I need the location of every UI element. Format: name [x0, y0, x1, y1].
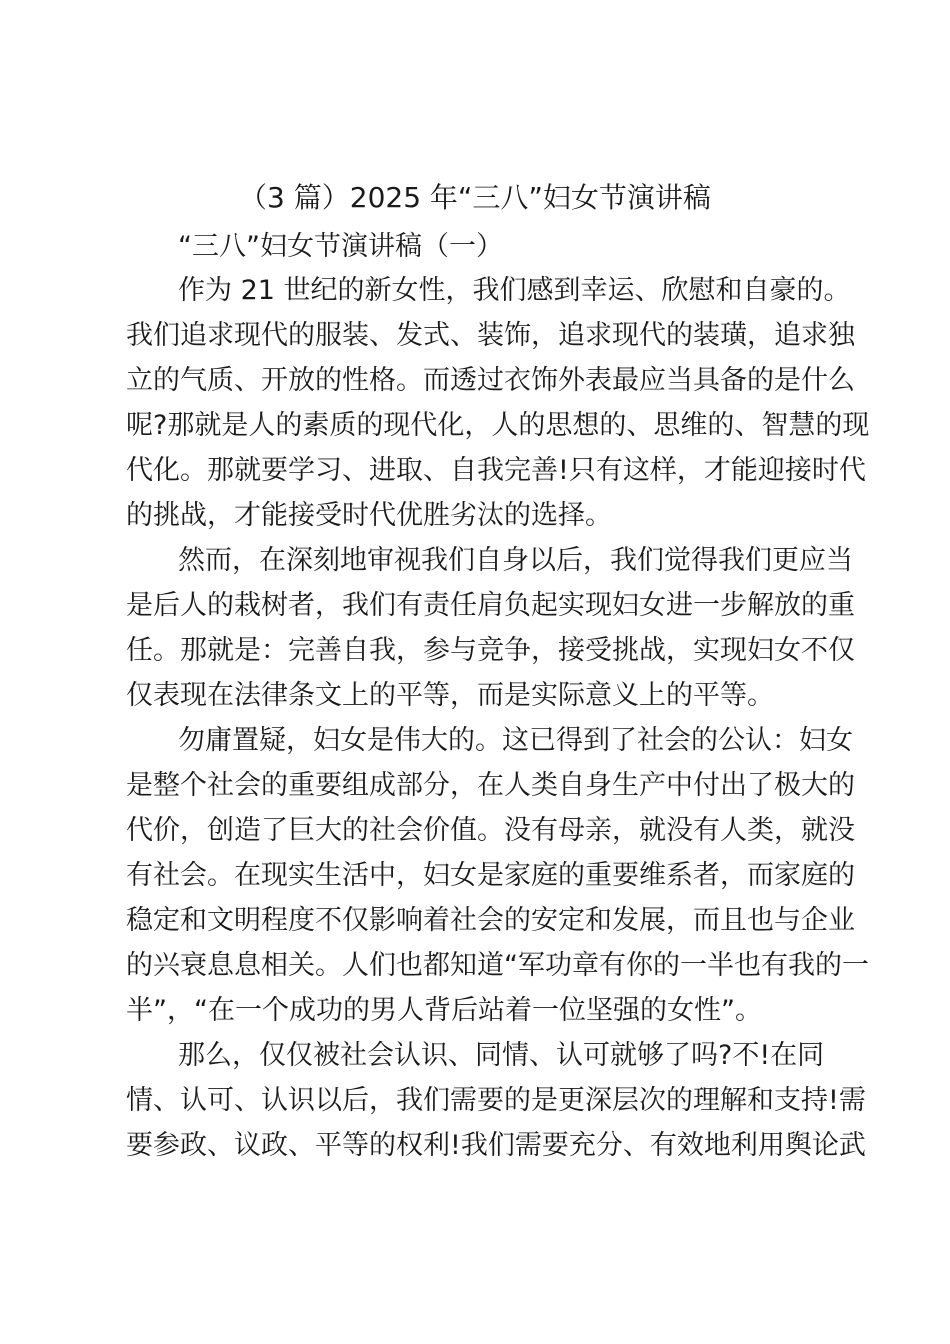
paragraph-line: 代化。那就要学习、进取、自我完善!只有这样，才能迎接时代: [126, 455, 866, 486]
paragraph-line: 任。那就是：完善自我，参与竞争，接受挑战，实现妇女不仅: [126, 635, 855, 666]
paragraph-line: 情、认可、认识以后，我们需要的是更深层次的理解和支持!需: [126, 1085, 866, 1116]
paragraph-line: 要参政、议政、平等的权利!我们需要充分、有效地利用舆论武: [126, 1130, 866, 1161]
paragraph-line: 仅表现在法律条文上的平等，而是实际意义上的平等。: [126, 680, 774, 711]
paragraph-line: 是后人的栽树者，我们有责任肩负起实现妇女进一步解放的重: [126, 590, 855, 621]
paragraph-line: 勿庸置疑，妇女是伟大的。这已得到了社会的公认：妇女: [178, 725, 853, 756]
paragraph-line: 代价，创造了巨大的社会价值。没有母亲，就没有人类，就没: [126, 815, 855, 846]
paragraph-line: 我们追求现代的服装、发式、装饰，追求现代的装璜，追求独: [126, 320, 855, 351]
paragraph-line: 然而，在深刻地审视我们自身以后，我们觉得我们更应当: [178, 545, 853, 576]
section-subtitle: “三八”妇女节演讲稿（一）: [178, 231, 503, 262]
paragraph-line: 作为 21 世纪的新女性，我们感到幸运、欣慰和自豪的。: [178, 275, 851, 306]
paragraph-line: 呢?那就是人的素质的现代化，人的思想的、思维的、智慧的现: [126, 410, 870, 441]
paragraph-line: 有社会。在现实生活中，妇女是家庭的重要维系者，而家庭的: [126, 860, 855, 891]
paragraph-line: 半”，“在一个成功的男人背后站着一位坚强的女性”。: [126, 995, 762, 1026]
paragraph-line: 的兴衰息息相关。人们也都知道“军功章有你的一半也有我的一: [126, 950, 869, 981]
paragraph-line: 那么，仅仅被社会认识、同情、认可就够了吗?不!在同: [178, 1040, 825, 1071]
document-title: （3 篇）2025 年“三八”妇女节演讲稿: [239, 181, 711, 214]
paragraph-line: 的挑战，才能接受时代优胜劣汰的选择。: [126, 500, 612, 531]
paragraph-line: 是整个社会的重要组成部分，在人类自身生产中付出了极大的: [126, 770, 855, 801]
paragraph-line: 立的气质、开放的性格。而透过衣饰外表最应当具备的是什么: [126, 365, 855, 396]
paragraph-line: 稳定和文明程度不仅影响着社会的安定和发展，而且也与企业: [126, 905, 855, 936]
